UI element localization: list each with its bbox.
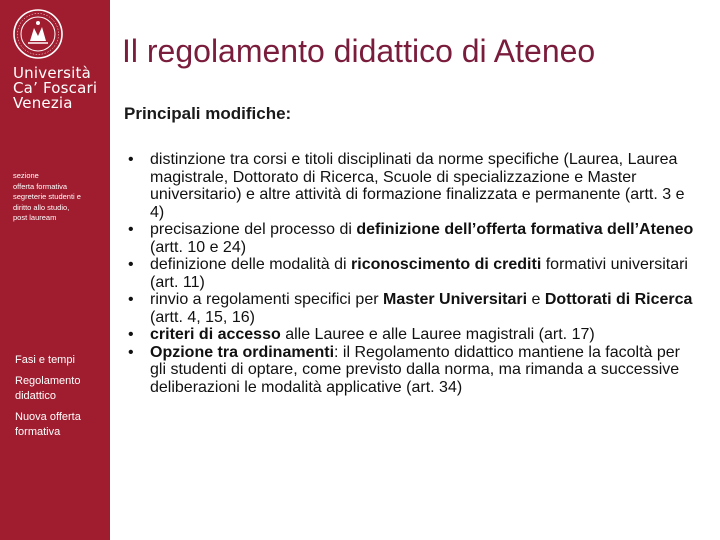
sidebar-nav <box>15 353 107 446</box>
sidebar-nav-label: formativa <box>15 426 61 438</box>
bullet-text: formativi universitari (art. 11) <box>150 256 688 291</box>
bullet-item <box>128 326 700 344</box>
bullet-item <box>128 151 700 221</box>
bullet-text: e <box>527 291 545 308</box>
bullet-text-bold: Dottorati di Ricerca <box>544 291 693 308</box>
bullet-text: : il Regolamento didattico mantiene la facoltà per gli studenti di optare, come previsto dalla norma, ma rimanda a successive deliberazioni le modalità applicative (art. 34) <box>150 343 680 396</box>
bullet-text: (artt. 4, 15, 16) <box>150 308 255 326</box>
section-label-line: segreterie studenti e <box>13 192 81 201</box>
sidebar-nav-item[interactable] <box>15 353 107 368</box>
sidebar <box>0 0 110 540</box>
bullet-text: definizione delle modalità di <box>150 256 352 273</box>
bullet-marker: • <box>128 256 134 273</box>
bullet-list <box>128 151 700 396</box>
section-label-line: sezione <box>13 171 39 180</box>
bullet-text-bold: criteri di accesso <box>150 326 281 343</box>
university-name-line: Venezia <box>13 94 73 112</box>
bullet-text: rinvio a regolamenti specifici per <box>150 291 383 308</box>
sidebar-nav-item[interactable] <box>15 374 107 404</box>
section-label-line: post lauream <box>13 213 57 222</box>
bullet-text-bold: definizione dell’offerta formativa dell’Ateneo <box>356 221 694 238</box>
sidebar-nav-label: Regolamento <box>15 375 81 387</box>
slide-subtitle: Principali modifiche: <box>124 104 292 123</box>
bullet-text: (artt. 10 e 24) <box>150 238 247 256</box>
university-name-line: Università <box>13 64 91 82</box>
bullet-text: alle Lauree e alle Lauree magistrali (art. 17) <box>280 326 595 343</box>
sidebar-nav-item[interactable] <box>15 410 107 440</box>
section-label <box>13 171 108 224</box>
bullet-marker: • <box>128 151 134 168</box>
sidebar-nav-label: Fasi e tempi <box>15 354 75 366</box>
bullet-text-bold: Opzione tra ordinamenti <box>150 343 335 361</box>
section-label-line: diritto allo studio, <box>13 202 70 212</box>
bullet-text-bold: riconoscimento di crediti <box>351 256 542 273</box>
sidebar-nav-label: didattico <box>15 390 56 402</box>
bullet-text: precisazione del processo di <box>150 221 357 238</box>
bullet-marker: • <box>128 291 134 308</box>
slide-title: Il regolamento didattico di Ateneo <box>122 33 596 69</box>
section-label-line: offerta formativa <box>13 181 68 191</box>
university-name-line: Ca’ Foscari <box>13 79 98 97</box>
bullet-text-bold: Master Universitari <box>383 291 528 308</box>
bullet-item <box>128 256 700 291</box>
bullet-text: distinzione tra corsi e titoli disciplinati da norme specifiche (Laurea, Laurea magistrale, Dottorato di Ricerca, Scuole di specializzazione e Master universitario) e altre attività di formazione finalizzata e permanente (artt. 3 e 4) <box>150 151 685 221</box>
bullet-marker: • <box>128 343 134 361</box>
university-name <box>13 66 108 111</box>
bullet-item <box>128 291 700 326</box>
university-seal-icon <box>12 8 64 60</box>
bullet-marker: • <box>128 221 134 238</box>
sidebar-nav-label: Nuova offerta <box>15 411 81 423</box>
bullet-marker: • <box>128 326 134 343</box>
bullet-item <box>128 221 700 256</box>
bullet-item <box>128 344 700 397</box>
